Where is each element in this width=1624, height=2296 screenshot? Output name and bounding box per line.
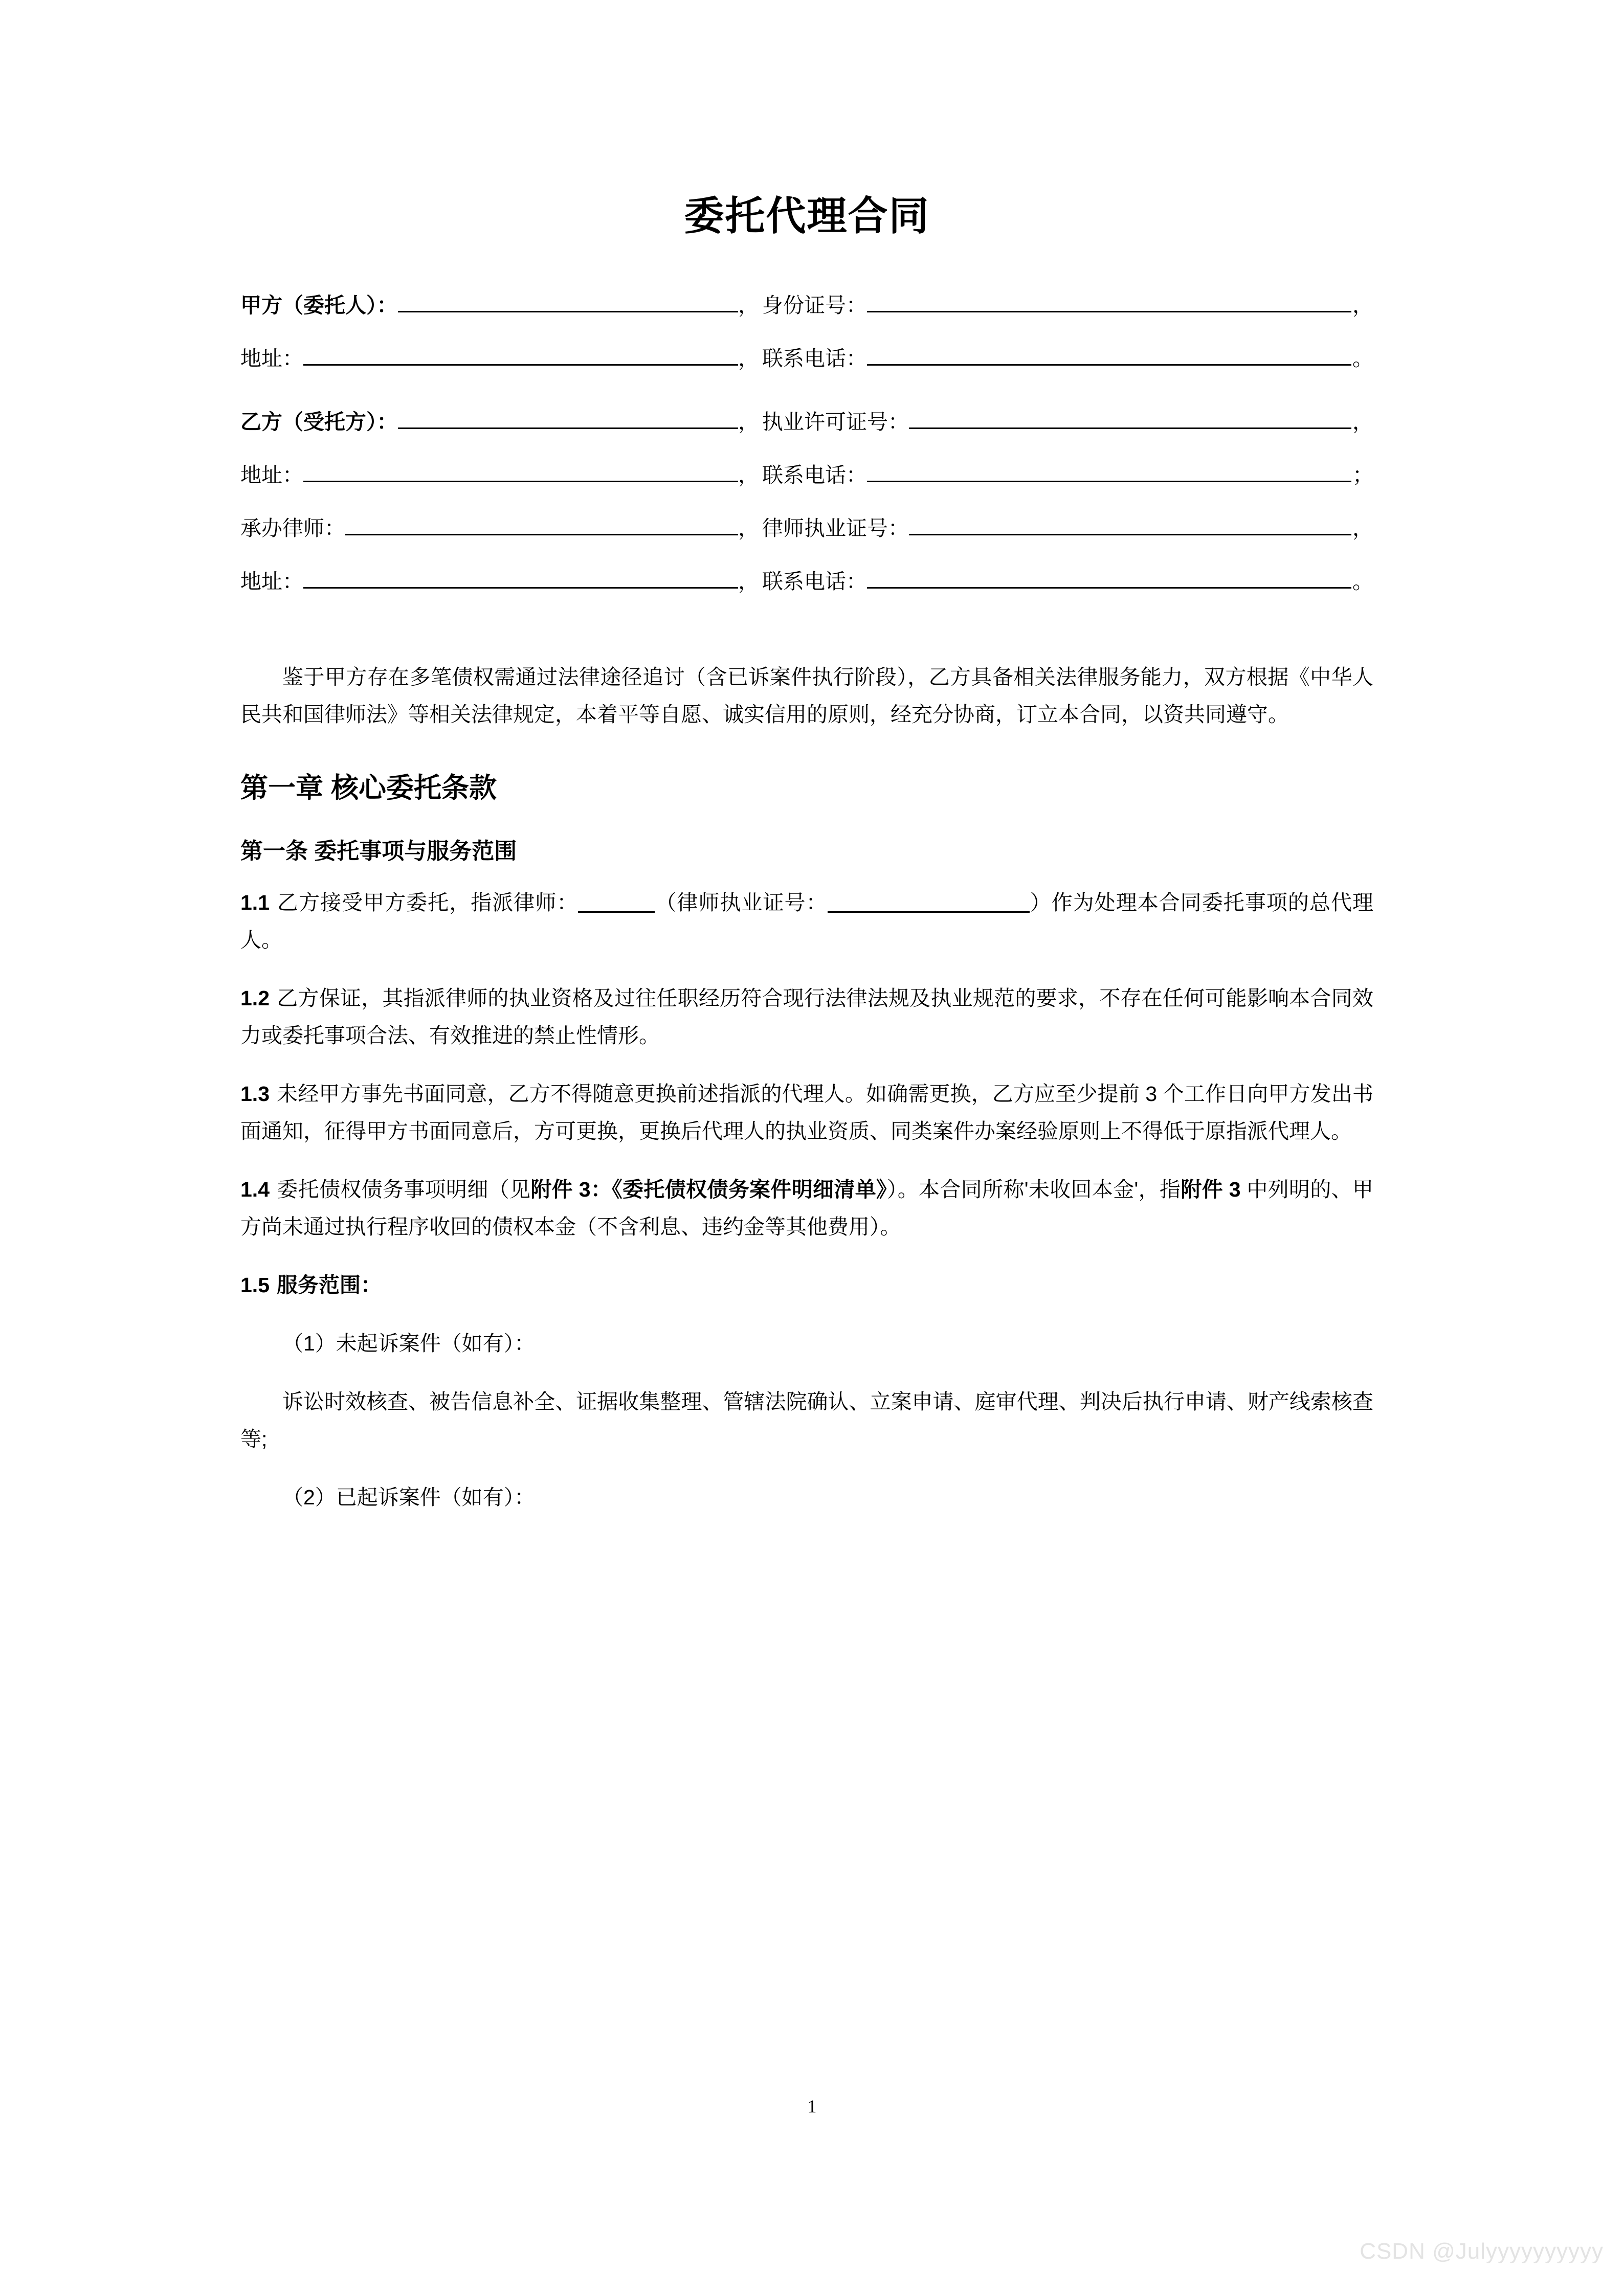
form-field-group: [240, 407, 762, 433]
form-separator: ，: [1352, 410, 1373, 434]
form-separator: ，: [1352, 293, 1373, 317]
form-row: [240, 290, 1373, 344]
form-separator: ，: [738, 569, 759, 593]
form-label: 律师执业证号：: [762, 516, 909, 540]
form-row: [240, 344, 1373, 397]
form-separator: ，: [1352, 516, 1373, 540]
clause-number: 1.1: [240, 891, 270, 914]
attachment-reference: 附件 3：《委托债权债务案件明细清单》: [530, 1177, 887, 1201]
form-label: 承办律师：: [240, 516, 345, 540]
form-field-group: [762, 407, 1373, 433]
form-label: 身份证号：: [762, 293, 867, 317]
form-blank-input[interactable]: [867, 460, 1351, 482]
clause-1-5: [240, 1267, 1373, 1304]
form-blank-input[interactable]: [345, 513, 738, 535]
clause-text: 乙方接受甲方委托，指派律师：: [277, 891, 579, 914]
form-row: [240, 407, 1373, 460]
form-separator: ，: [738, 293, 759, 317]
clause-number: 1.4: [240, 1177, 270, 1201]
lawyer-license-blank[interactable]: [828, 896, 1030, 913]
form-row: [240, 567, 1373, 620]
form-field-group: [240, 290, 762, 316]
form-label: 联系电话：: [762, 346, 867, 370]
clause-text: ）作为处理本合同委托事项的总代理人。: [240, 891, 1374, 952]
csdn-watermark: CSDN @Julyyyyyyyyyy: [1360, 2239, 1604, 2264]
form-label: 联系电话：: [762, 463, 867, 487]
form-label: 地址：: [240, 463, 303, 487]
form-field-group: [762, 290, 1373, 316]
attachment-reference: 附件 3: [1181, 1177, 1241, 1201]
form-label: 地址：: [240, 346, 303, 370]
form-separator: ，: [738, 346, 759, 370]
clause-text: 中列明的、甲方尚未通过执行程序收回的债权本金（不含利息、违约金等其他费用）。: [240, 1177, 1374, 1239]
clause-1-4: [240, 1171, 1373, 1246]
form-separator: ，: [738, 516, 759, 540]
form-label: 执业许可证号：: [762, 410, 909, 434]
form-row: [240, 513, 1373, 567]
form-blank-input[interactable]: [303, 344, 738, 366]
form-field-group: [240, 567, 762, 592]
form-row: [240, 460, 1373, 513]
form-blank-input[interactable]: [867, 567, 1351, 589]
form-separator: ；: [1352, 463, 1373, 487]
clause-number: 1.3: [240, 1082, 270, 1106]
clause-1-2: [240, 980, 1373, 1054]
form-blank-input[interactable]: [867, 344, 1351, 366]
clause-number: 1.2: [240, 986, 270, 1010]
form-blank-input[interactable]: [398, 290, 739, 312]
form-field-group: [762, 567, 1373, 592]
form-field-group: [240, 344, 762, 369]
clause-text: （律师执业证号：: [655, 891, 828, 914]
page-number: 1: [807, 2096, 817, 2117]
form-blank-input[interactable]: [303, 567, 738, 589]
party-information-block: [240, 290, 1373, 620]
form-field-group: [762, 460, 1373, 486]
lawyer-name-blank[interactable]: [578, 896, 655, 913]
form-label: 甲方（委托人）：: [240, 293, 398, 317]
form-separator: ，: [738, 463, 759, 487]
form-blank-input[interactable]: [303, 460, 738, 482]
clause-text: 服务范围：: [277, 1273, 382, 1297]
service-scope-item-1-label: （1）未起诉案件（如有）：: [282, 1331, 536, 1355]
clause-number: 1.5: [240, 1273, 270, 1297]
form-separator: 。: [1352, 569, 1373, 593]
clause-1-1: [240, 884, 1373, 959]
form-separator: 。: [1352, 346, 1373, 370]
form-label: 乙方（受托方）：: [240, 410, 398, 434]
form-blank-input[interactable]: [909, 407, 1351, 429]
form-field-group: [240, 513, 762, 539]
document-content: [240, 0, 1373, 1537]
chapter-heading: 第一章 核心委托条款: [240, 772, 497, 803]
service-scope-item-1-body: 诉讼时效核查、被告信息补全、证据收集整理、管辖法院确认、立案申请、庭审代理、判决后执行申请、财产线索核查等;: [240, 1389, 1373, 1451]
clause-text: ）。本合同所称'未收回本金'，指: [886, 1177, 1181, 1201]
form-blank-input[interactable]: [909, 513, 1351, 535]
form-field-group: [762, 513, 1373, 539]
form-field-group: [762, 344, 1373, 369]
form-label: 地址：: [240, 569, 303, 593]
form-blank-input[interactable]: [867, 290, 1351, 312]
service-scope-item-2-label: （2）已起诉案件（如有）：: [282, 1485, 536, 1509]
preamble-paragraph: 鉴于甲方存在多笔债权需通过法律途径追讨（含已诉案件执行阶段），乙方具备相关法律服务能力，双方根据《中华人民共和国律师法》等相关法律规定，本着平等自愿、诚实信用的原则，经充分协商，订立本合同，以资共同遵守。: [240, 665, 1373, 726]
form-field-group: [240, 460, 762, 486]
page-title: 委托代理合同: [684, 193, 930, 238]
form-blank-input[interactable]: [398, 407, 739, 429]
clause-text: 委托债权债务事项明细（见: [277, 1177, 531, 1201]
form-separator: ，: [738, 410, 759, 434]
form-label: 联系电话：: [762, 569, 867, 593]
article-heading: 第一条 委托事项与服务范围: [240, 838, 517, 864]
clause-text: 未经甲方事先书面同意，乙方不得随意更换前述指派的代理人。如确需更换，乙方应至少提前 3 个工作日向甲方发出书面通知，征得甲方书面同意后，方可更换，更换后代理人的执业资质、同类案件办案经验原则上不得低于原指派代理人。: [240, 1082, 1373, 1143]
clause-1-3: [240, 1075, 1373, 1150]
clause-text: 乙方保证，其指派律师的执业资格及过往任职经历符合现行法律法规及执业规范的要求，不存在任何可能影响本合同效力或委托事项合法、有效推进的禁止性情形。: [240, 986, 1373, 1047]
